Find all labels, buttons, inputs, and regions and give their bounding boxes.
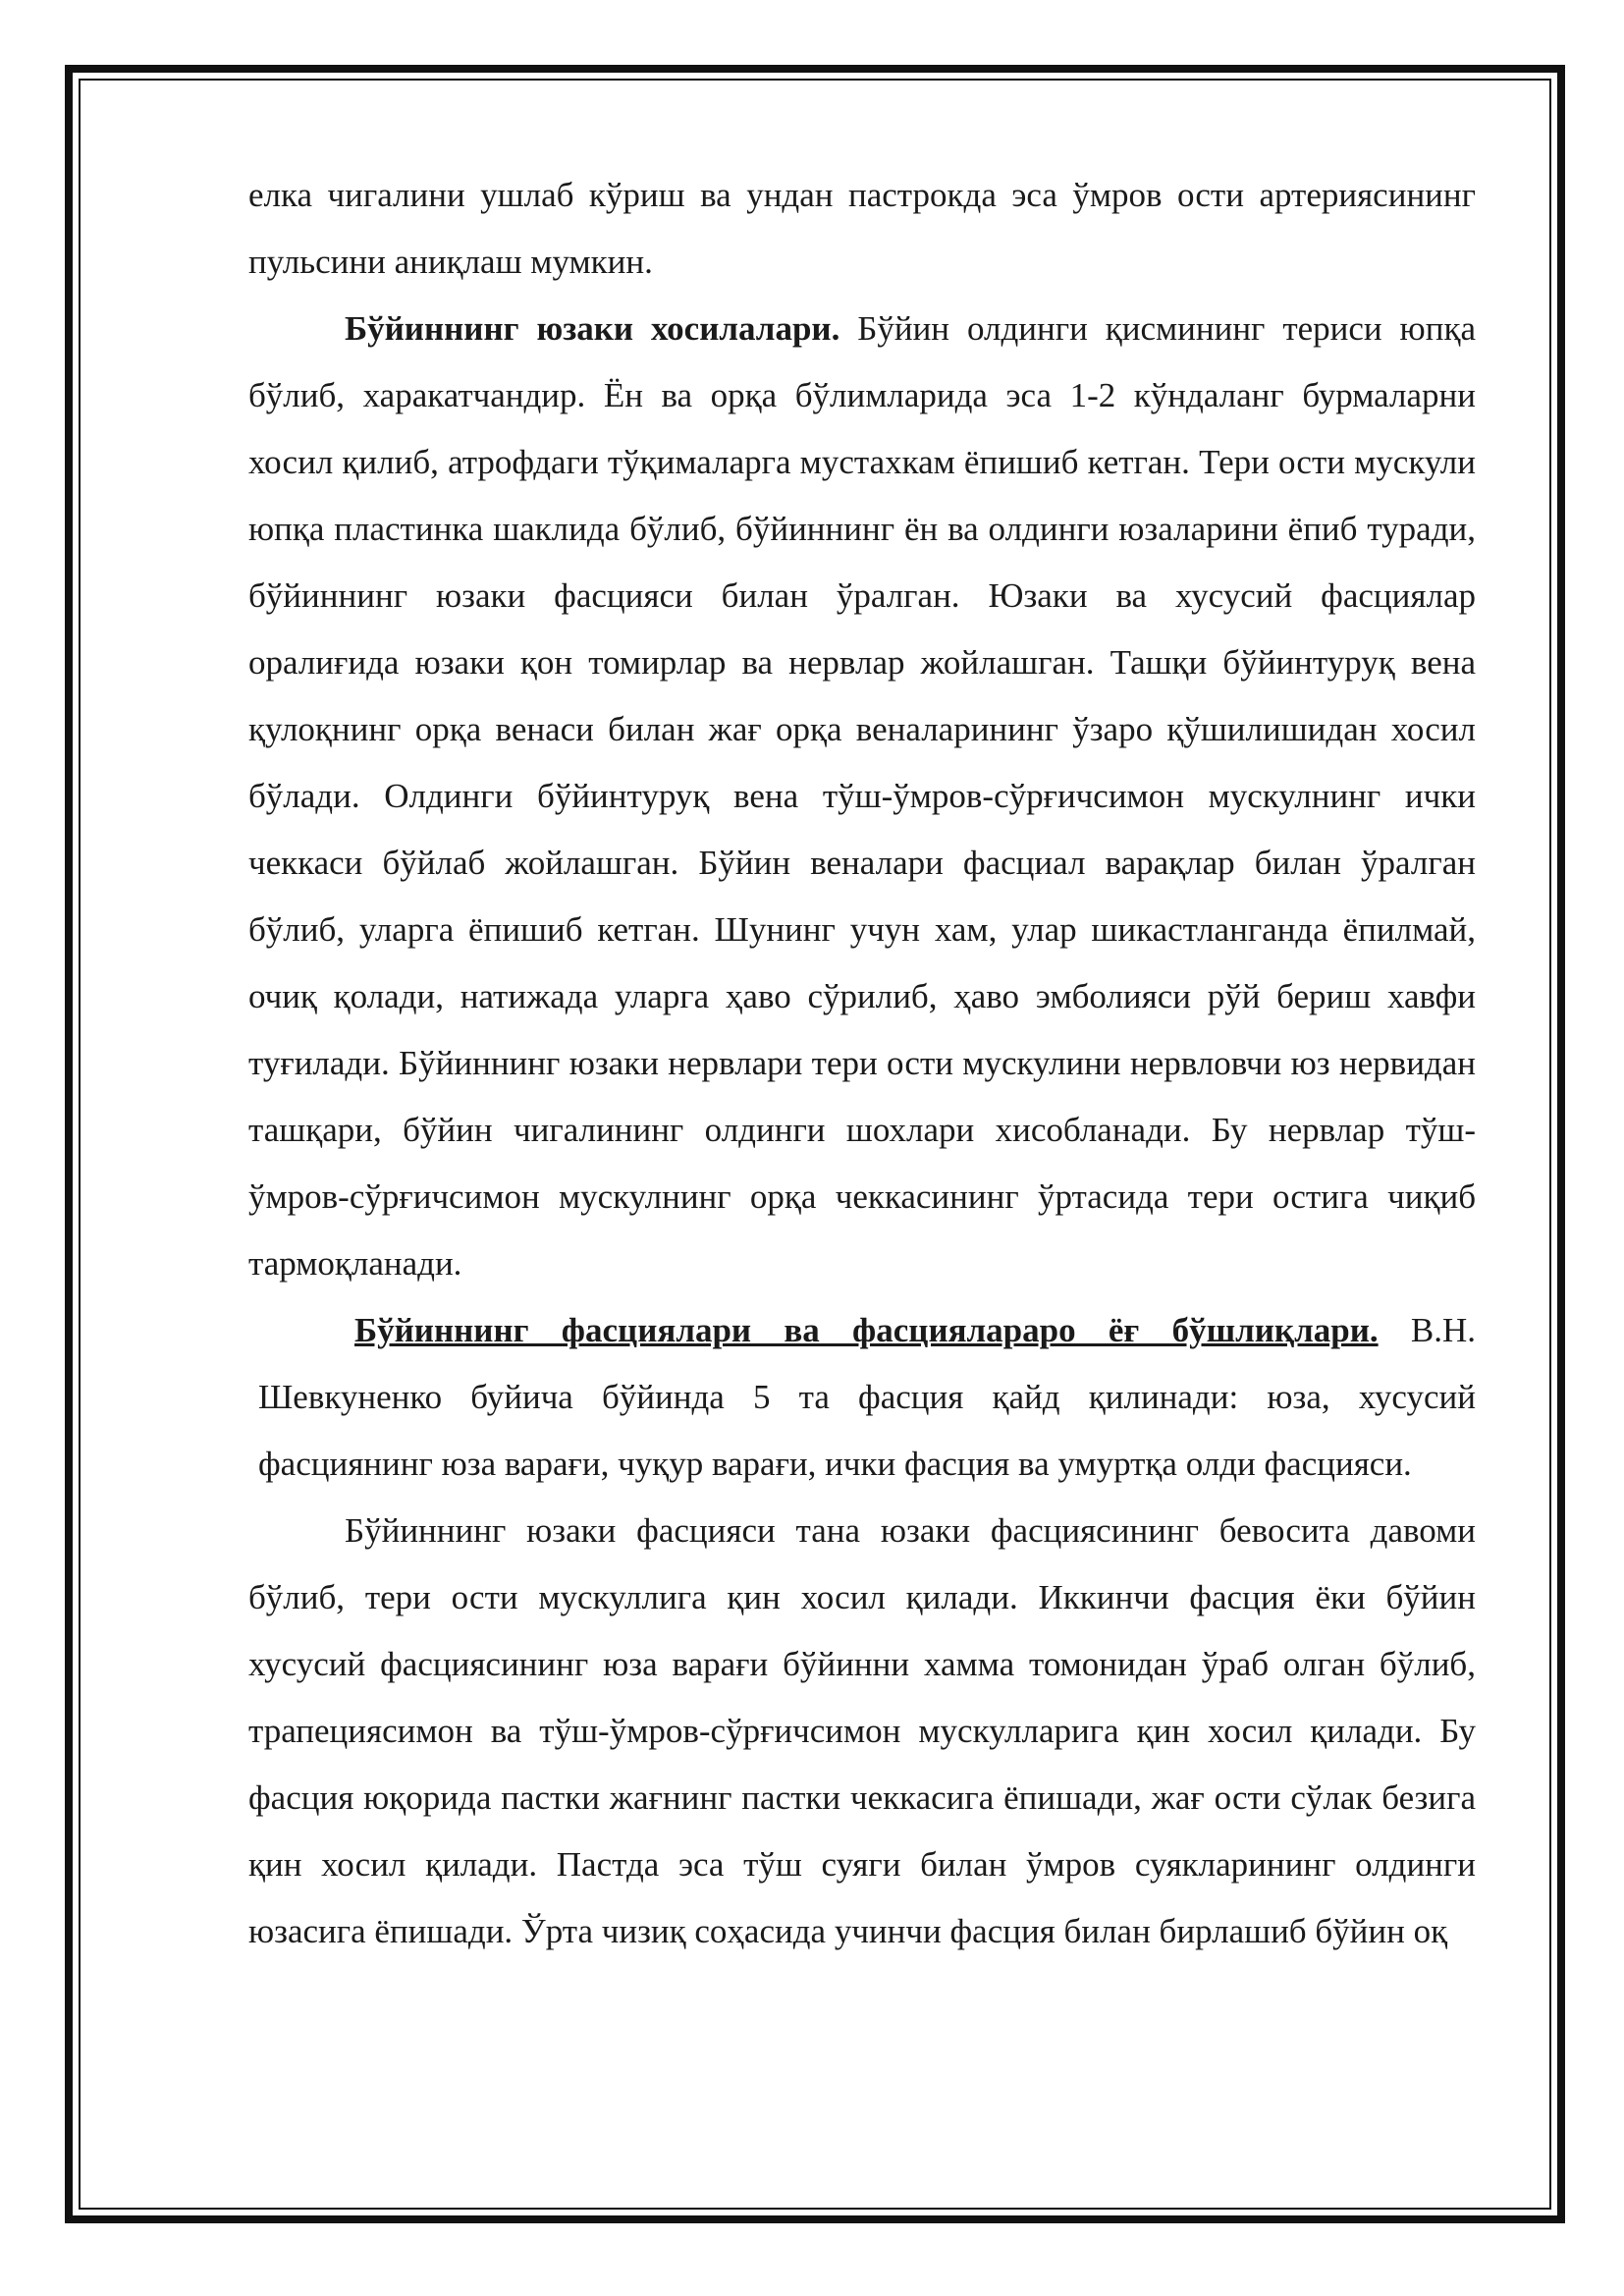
document-body [248, 162, 1476, 1965]
section-heading: Бўйиннинг фасциялари ва фасциялараро ёғ бўшлиқлари. [354, 1311, 1379, 1349]
paragraph-fascia-spaces [248, 1297, 1476, 1498]
paragraph-intro [248, 162, 1476, 296]
paragraph-text: Бўйиннинг юзаки фасцияси тана юзаки фасциясининг бевосита давоми бўлиб, тери ости мускуллига қин хосил қилади. Иккинчи фасция ёки бўйин хусусий фасциясининг юза варағи бўйинни хамма томонидан ўраб олган бўлиб, трапециясимон ва тўш-ўмров-сўрғичсимон мускулларига қин хосил қилади. Бу фасция юқорида пастки жағнинг пастки чеккасига ёпишади, жағ ости сўлак безига қин хосил қилади. Пастда эса тўш суяги билан ўмров суякларининг олдинги юзасига ёпишади. Ўрта чизиқ соҳасида учинчи фасция билан бирлашиб бўйин оқ [248, 1511, 1476, 1950]
paragraph-text: Бўйин олдинги қисмининг териси юпқа бўлиб, харакатчандир. Ён ва орқа бўлимларида эса 1-2 кўндаланг бурмаларни хосил қилиб, атрофдаги тўқималарга мустахкам ёпишиб кетган. Тери ости мускули юпқа пластинка шаклида бўлиб, бўйиннинг ён ва олдинги юзаларини ёпиб туради, бўйиннинг юзаки фасцияси билан ўралган. Юзаки ва хусусий фасциялар оралиғида юзаки қон томирлар ва нервлар жойлашган. Ташқи бўйинтуруқ вена қулоқнинг орқа венаси билан жағ орқа веналарининг ўзаро қўшилишидан хосил бўлади. Олдинги бўйинтуруқ вена тўш-ўмров-сўрғичсимон мускулнинг ички чеккаси бўйлаб жойлашган. Бўйин веналари фасциал варақлар билан ўралган бўлиб, уларга ёпишиб кетган. Шунинг учун хам, улар шикастланганда ёпилмай, очиқ қолади, натижада уларга ҳаво сўрилиб, ҳаво эмболияси рўй бериш хавфи туғилади. Бўйиннинг юзаки нервлари тери ости мускулини нервловчи юз нервидан ташқари, бўйин чигалининг олдинги шохлари хисобланади. Бу нервлар тўш-ўмров-сўрғичсимон мускулнинг орқа чеккасининг ўртасида тери остига чиқиб тармоқланади. [248, 309, 1476, 1283]
paragraph-superficial-fascia [248, 1498, 1476, 1965]
paragraph-text: елка чигалини ушлаб кўриш ва ундан пастрокда эса ўмров ости артериясининг пульсини аниқлаш мумкин. [248, 176, 1476, 281]
paragraph-text: В.Н. Шевкуненко буйича бўйинда 5 та фасция қайд қилинади: юза, хусусий фасциянинг юза варағи, чуқур варағи, ички фасция ва умуртқа олди фасцияси. [258, 1311, 1476, 1483]
paragraph-superficial-structures [248, 296, 1476, 1297]
section-heading: Бўйиннинг юзаки хосилалари. [345, 309, 840, 348]
